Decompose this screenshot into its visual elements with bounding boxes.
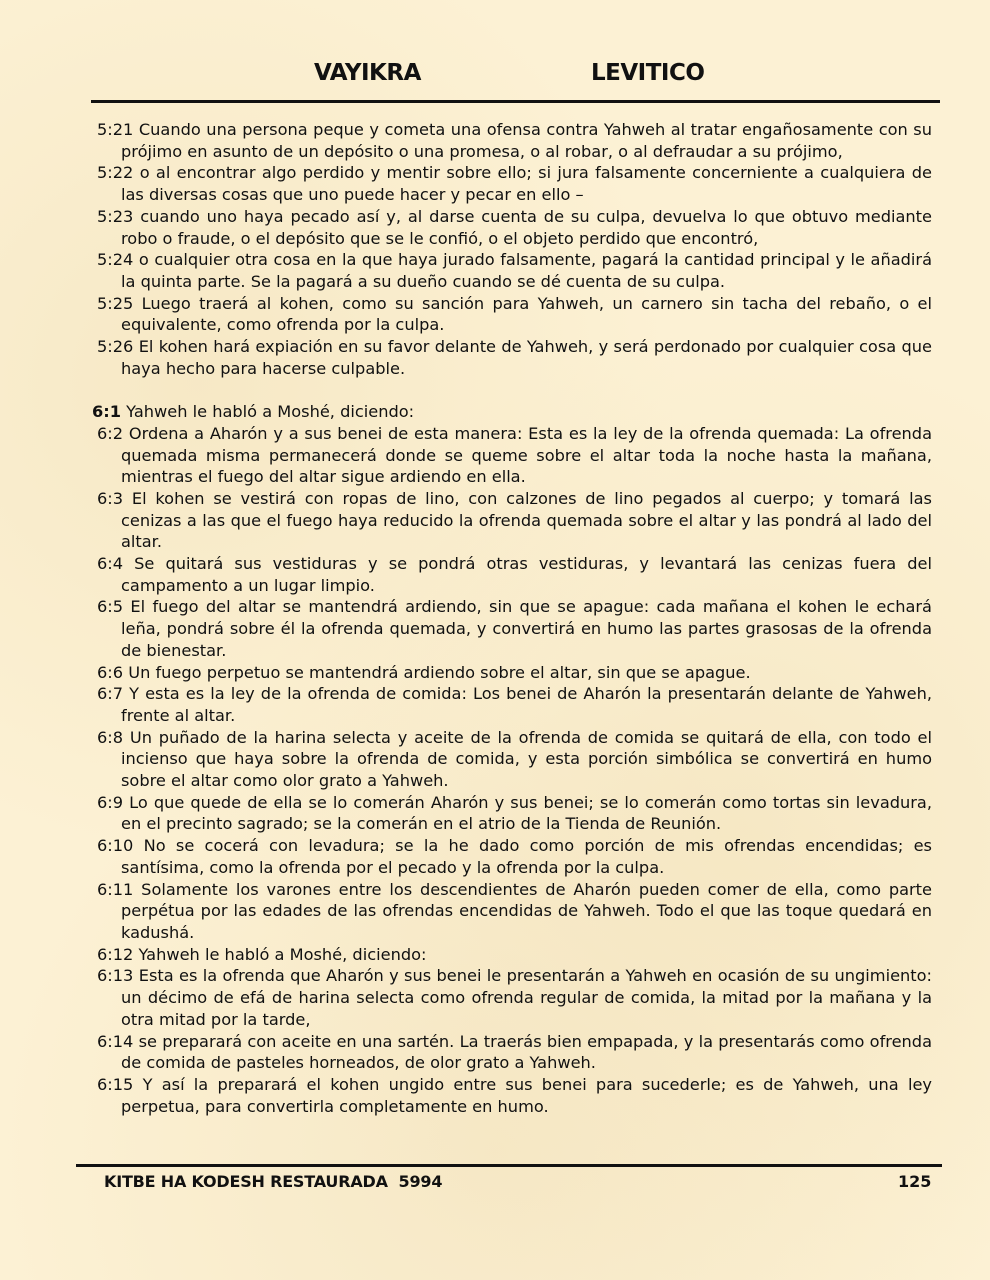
- running-title-hebrew: VAYIKRA: [314, 60, 421, 86]
- verse: [92, 249, 932, 292]
- verse-text: o cualquier otra cosa en la que haya jurado falsamente, pagará la cantidad principal y le añadirá la quinta parte. Se la pagará a su dueño cuando se dé cuenta de su culpa.: [121, 250, 932, 291]
- verse: [92, 879, 932, 944]
- chapter-verse-ref: 6:1: [92, 402, 121, 422]
- verse-text: Lo que quede de ella se lo comerán Aharón y sus benei; se lo comerán como tortas sin levadura, en el precinto sagrado; se la comerán en el atrio de la Tienda de Reunión.: [121, 792, 932, 834]
- verse-ref: 6:2: [97, 423, 124, 443]
- verse: [92, 423, 932, 488]
- verse-text: El kohen hará expiación en su favor delante de Yahweh, y será perdonado por cualquier cosa que haya hecho para hacerse culpable.: [121, 337, 932, 378]
- verse-ref: 6:14: [97, 1031, 134, 1051]
- verse-text: Cuando una persona peque y cometa una ofensa contra Yahweh al tratar engañosamente con su prójimo en asunto de un depósito o una promesa, o al robar, o al defraudar a su prójimo,: [121, 120, 932, 161]
- verse: [92, 293, 932, 336]
- verse: [92, 944, 932, 966]
- verse-text: El fuego del altar se mantendrá ardiendo, sin que se apague: cada mañana el kohen le echará leña, pondrá sobre él la ofrenda quemada, y convertirá en humo las partes grasosas de la ofrenda de bienestar.: [121, 597, 932, 660]
- footer-rule: [76, 1164, 942, 1167]
- verse: [92, 662, 932, 684]
- running-title-spanish: LEVITICO: [591, 60, 705, 86]
- verse-text: Un puñado de la harina selecta y aceite de la ofrenda de comida se quitará de ella, con todo el incienso que haya sobre la ofrenda de comida, y esta porción simbólica se convertirá en humo sobre el altar como olor grato a Yahweh.: [121, 727, 932, 791]
- verse-text: Solamente los varones entre los descendientes de Aharón pueden comer de ella, como parte perpétua por las edades de las ofrendas encendidas de Yahweh. Todo el que las toque quedará en kadushá.: [121, 879, 932, 942]
- verse: [92, 119, 932, 162]
- verse-ref: 5:21: [97, 120, 134, 139]
- verse: [92, 965, 932, 1030]
- verse-text: Esta es la ofrenda que Aharón y sus benei le presentarán a Yahweh en ocasión de su ungimiento: un décimo de efá de harina selecta como ofrenda regular de comida, la mitad por la mañana y la otra mitad por la tarde,: [121, 966, 932, 1029]
- verse-ref: 6:15: [97, 1074, 134, 1094]
- verse-ref: 6:7: [97, 684, 124, 704]
- footer-book-title: KITBE HA KODESH RESTAURADA 5994: [104, 1172, 443, 1191]
- header-rule: [91, 100, 940, 103]
- verse-text: Un fuego perpetuo se mantendrá ardiendo sobre el altar, sin que se apague.: [128, 662, 751, 682]
- verse-ref: 6:10: [97, 836, 134, 856]
- verse-ref: 6:3: [97, 488, 124, 508]
- verse-text: o al encontrar algo perdido y mentir sobre ello; si jura falsamente concerniente a cualquiera de las diversas cosas que uno puede hacer y pecar en ello –: [121, 163, 932, 205]
- verse-ref: 5:24: [97, 250, 134, 270]
- verse: [92, 488, 932, 553]
- verse-text: Se quitará sus vestiduras y se pondrá otras vestiduras, y levantará las cenizas fuera del campamento a un lugar limpio.: [121, 554, 932, 595]
- verse-text: El kohen se vestirá con ropas de lino, con calzones de lino pegados al cuerpo; y tomará las cenizas a las que el fuego haya reducido la ofrenda quemada sobre el altar y las pondrá al lado del altar.: [121, 488, 932, 552]
- verse-ref: 5:26: [97, 337, 134, 357]
- verse-text: cuando uno haya pecado así y, al darse cuenta de su culpa, devuelva lo que obtuvo mediante robo o fraude, o el depósito que se le confió, o el objeto perdido que encontró,: [121, 206, 932, 248]
- verse-ref: 6:12: [97, 944, 134, 964]
- page-number: 125: [898, 1172, 932, 1191]
- verse: [92, 553, 932, 596]
- verse: [92, 162, 932, 205]
- paragraph-gap: [92, 379, 932, 401]
- verse-text: Ordena a Aharón y a sus benei de esta manera: Esta es la ley de la ofrenda quemada: La ofrenda quemada misma permanecerá donde se queme sobre el altar toda la noche hasta la mañana, mientras el fuego del altar sigue ardiendo en ella.: [121, 423, 932, 487]
- verse-text: Y esta es la ley de la ofrenda de comida: Los benei de Aharón la presentarán delante de Yahweh, frente al altar.: [121, 684, 932, 725]
- verse: [92, 336, 932, 379]
- verse-ref: 6:9: [97, 792, 124, 812]
- verse-text: No se cocerá con levadura; se la he dado como porción de mis ofrendas encendidas; es santísima, como la ofrenda por el pecado y la ofrenda por la culpa.: [121, 836, 932, 877]
- verse-text: Yahweh le habló a Moshé, diciendo:: [138, 944, 427, 964]
- verse-ref: 6:13: [97, 966, 134, 986]
- verse: [92, 1031, 932, 1074]
- chapter-opening-verse: [92, 401, 932, 423]
- verse-ref: 6:8: [97, 727, 124, 747]
- scripture-text: [92, 119, 932, 1117]
- verse: [92, 596, 932, 661]
- verse-text: Luego traerá al kohen, como su sanción para Yahweh, un carnero sin tacha del rebaño, o el equivalente, como ofrenda por la culpa.: [121, 293, 932, 335]
- verse-ref: 6:4: [97, 554, 124, 574]
- verse: [92, 727, 932, 792]
- verse-ref: 5:25: [97, 293, 134, 313]
- verse-ref: 5:22: [97, 163, 134, 183]
- verse-text: Yahweh le habló a Moshé, diciendo:: [126, 402, 415, 422]
- page-header: [0, 56, 990, 90]
- verse-ref: 6:6: [97, 662, 124, 682]
- verse-ref: 6:5: [97, 597, 124, 617]
- verse-ref: 6:11: [97, 879, 134, 899]
- verse-text: se preparará con aceite en una sartén. La traerás bien empapada, y la presentarás como ofrenda de comida de pasteles horneados, de olor grato a Yahweh.: [121, 1031, 932, 1073]
- verse: [92, 792, 932, 835]
- verse: [92, 1074, 932, 1117]
- verse: [92, 206, 932, 249]
- verse: [92, 835, 932, 878]
- verse-text: Y así la preparará el kohen ungido entre sus benei para sucederle; es de Yahweh, una ley perpetua, para convertirla completamente en humo.: [121, 1074, 932, 1116]
- verse: [92, 683, 932, 726]
- verse-ref: 5:23: [97, 206, 134, 226]
